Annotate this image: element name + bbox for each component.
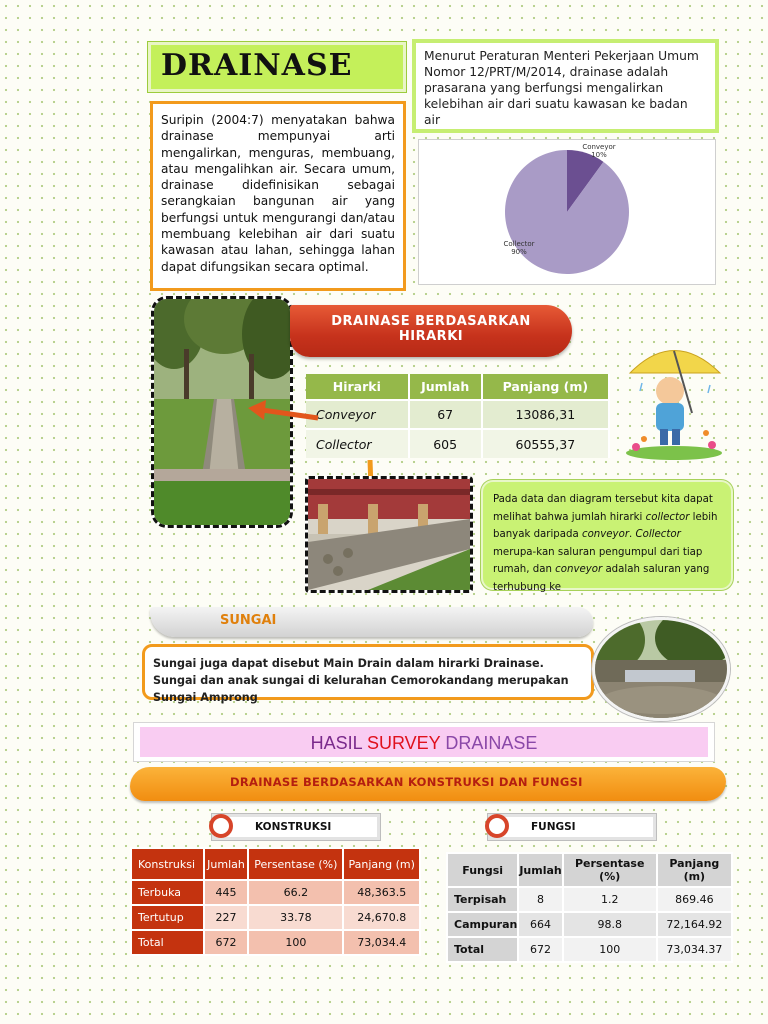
konstruksi-header: Konstruksi <box>131 848 204 880</box>
table-cell: Terbuka <box>131 880 204 905</box>
note-text: Pada data dan diagram tersebut kita dapat melihat bahwa jumlah hirarki <box>493 494 713 523</box>
sungai-banner <box>150 607 593 637</box>
table-cell: Terpisah <box>447 887 518 912</box>
fungsi-header: Persentase (%) <box>563 853 657 887</box>
table-cell: 98.8 <box>563 912 657 937</box>
table-row <box>447 887 732 912</box>
table-cell: 48,363.5 <box>343 880 420 905</box>
table-cell: Tertutup <box>131 905 204 930</box>
note-text: conveyor <box>555 564 603 575</box>
survey-title-word: HASIL <box>310 733 362 753</box>
hierarki-header-hirarki: Hirarki <box>306 374 409 400</box>
konstruksi-header: Panjang (m) <box>343 848 420 880</box>
note-text: merupa-kan saluran pengumpul dari tiap rumah, dan <box>493 546 703 575</box>
table-cell: 227 <box>204 905 248 930</box>
konstruksi-fungsi-banner <box>130 767 726 801</box>
table-cell: 100 <box>248 930 343 955</box>
pie-chart <box>419 140 717 286</box>
survey-banner <box>133 722 715 762</box>
fungsi-header: Fungsi <box>447 853 518 887</box>
hierarki-banner-line2: HIRARKI <box>398 329 464 344</box>
table-cell: 73,034.37 <box>657 937 732 962</box>
pie-chart-box <box>418 139 716 285</box>
house-drain-photo <box>305 476 473 593</box>
table-cell: 33.78 <box>248 905 343 930</box>
table-cell: 664 <box>518 912 562 937</box>
note-text: . <box>629 529 636 540</box>
table-cell: 1.2 <box>563 887 657 912</box>
sungai-text-box: Sungai juga dapat disebut Main Drain dalam hirarki Drainase. Sungai dan anak sungai di kelurahan Cemorokandang merupakan Sungai Amprong <box>142 644 594 700</box>
table-cell: 445 <box>204 880 248 905</box>
table-cell: Total <box>447 937 518 962</box>
table-cell: 73,034.4 <box>343 930 420 955</box>
page-title: DRAINASE <box>161 48 353 83</box>
survey-title-word: SURVEY <box>366 733 441 753</box>
sungai-banner-label: SUNGAI <box>220 613 277 628</box>
table-cell: 72,164.92 <box>657 912 732 937</box>
table-cell: Campuran <box>447 912 518 937</box>
table-cell: 8 <box>518 887 562 912</box>
note-text: adalah saluran yang terhubung ke <box>493 564 710 593</box>
fungsi-heading <box>488 814 656 840</box>
table-cell: Total <box>131 930 204 955</box>
table-cell: 672 <box>204 930 248 955</box>
fungsi-header: Jumlah <box>518 853 562 887</box>
survey-title <box>140 727 708 757</box>
table-cell: 67 <box>409 400 482 429</box>
hierarki-banner <box>290 305 572 357</box>
table-cell: 66.2 <box>248 880 343 905</box>
ring-bullet-icon <box>485 814 509 838</box>
hierarki-header-jumlah: Jumlah <box>409 374 482 400</box>
table-row <box>131 880 420 905</box>
survey-title-word: DRAINASE <box>445 733 538 753</box>
table-cell: 60555,37 <box>482 429 609 458</box>
table-row <box>447 937 732 962</box>
definition-box: Menurut Peraturan Menteri Pekerjaan Umum Nomor 12/PRT/M/2014, drainase adalah prasarana yang berfungsi mengalirkan kelebihan air dari suatu kawasan ke badan air <box>412 39 719 133</box>
konstruksi-header: Jumlah <box>204 848 248 880</box>
hierarki-banner-line1: DRAINASE BERDASARKAN <box>331 314 531 329</box>
table-cell: 100 <box>563 937 657 962</box>
table-cell: 672 <box>518 937 562 962</box>
pie-label-collector: Collector 90% <box>503 240 535 256</box>
pie-label-conveyor: Conveyor 10% <box>582 143 616 159</box>
table-cell: 24,670.8 <box>343 905 420 930</box>
konstruksi-heading-label: KONSTRUKSI <box>255 821 332 833</box>
fungsi-heading-label: FUNGSI <box>531 821 576 833</box>
table-cell: Collector <box>306 429 409 458</box>
konstruksi-header: Persentase (%) <box>248 848 343 880</box>
note-text: lebih banyak daripada <box>493 511 718 540</box>
suripin-quote-box: Suripin (2004:7) menyatakan bahwa drainase mempunyai arti mengalirkan, menguras, membuang, atau mengalihkan air. Secara umum, drainase didefinisikan sebagai serangkaian bangunan air yang berfungsi untuk mengurangi dan/atau membuang kelebihan air dari suatu kawasan atau lahan, sehingga lahan dapat difungsikan secara optimal. <box>150 101 406 291</box>
fungsi-header: Panjang (m) <box>657 853 732 887</box>
konstruksi-fungsi-banner-label: DRAINASE BERDASARKAN KONSTRUKSI DAN FUNGSI <box>230 775 583 789</box>
table-cell: 605 <box>409 429 482 458</box>
table-cell: 869.46 <box>657 887 732 912</box>
hierarki-header-panjang: Panjang (m) <box>482 374 609 400</box>
umbrella-child-illustration <box>622 333 726 463</box>
note-text: collector <box>645 511 690 523</box>
table-cell: Conveyor <box>306 400 409 429</box>
konstruksi-table <box>130 847 421 956</box>
table-row <box>131 905 420 930</box>
konstruksi-heading <box>212 814 380 840</box>
table-cell: 13086,31 <box>482 400 609 429</box>
table-row <box>447 912 732 937</box>
note-text: conveyor <box>581 529 630 540</box>
note-text: Collector <box>635 529 681 540</box>
ring-bullet-icon <box>209 814 233 838</box>
river-photo <box>592 617 730 721</box>
table-row <box>131 930 420 955</box>
fungsi-table <box>446 852 733 963</box>
title-box <box>148 42 406 92</box>
hierarki-note-box <box>481 480 733 593</box>
